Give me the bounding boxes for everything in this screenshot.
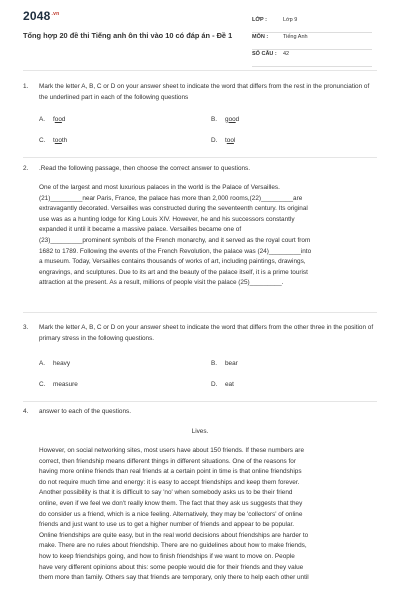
option-a[interactable] xyxy=(39,360,70,367)
passage-line: do not require much time and energy: it is easy to accept friendships and keep them forever. xyxy=(39,478,300,486)
option-b[interactable] xyxy=(211,360,238,367)
meta-row-class xyxy=(252,16,372,33)
option-d[interactable] xyxy=(211,137,235,144)
option-letter: B. xyxy=(211,360,218,367)
passage-line: (23)_________prominent symbols of the French monarchy, and it served as the royal court from xyxy=(39,236,311,244)
option-word: heavy xyxy=(53,360,71,367)
option-word: bear xyxy=(225,360,238,367)
option-d[interactable] xyxy=(211,381,234,388)
option-word-underlined: oo xyxy=(54,137,62,144)
passage-line: engravings, and sculptures. Due to its art and the beauty of the palace itself, it is a prime tourist xyxy=(39,268,308,276)
passage-line: correct, then friendship means different things in different situations. One of the reasons for xyxy=(39,457,296,465)
option-word-underlined: oo xyxy=(226,137,234,144)
option-word-post: th xyxy=(61,137,68,144)
meta-value: Tiếng Anh xyxy=(283,34,308,40)
passage-line: use was as a hunting lodge for King Louis XIV. However, he and his successors constantly xyxy=(39,215,295,223)
document-title: Tổng hợp 20 đề thi Tiếng anh ôn thi vào 10 có đáp án - Đề 1 xyxy=(23,31,233,40)
passage-line: have very different opinions about this: some people would die for their friends and they value xyxy=(39,563,304,571)
passage-line: Another possibility is that it is difficult to say 'no' when somebody asks us to be their friend xyxy=(39,489,293,497)
site-logo[interactable] xyxy=(23,9,59,23)
passage-line: how to keep friendships going, and how to finish friendships if we want to move on. People xyxy=(39,552,295,560)
document-meta xyxy=(252,16,372,67)
passage-line: extravagantly decorated. Versailles was constructed during the seventeenth century. Its original xyxy=(39,205,308,213)
option-word: measure xyxy=(53,381,78,388)
question-text: .Read the following passage, then choose the correct answer to questions. xyxy=(39,165,251,172)
document-header xyxy=(0,0,400,66)
option-letter: C. xyxy=(39,137,46,144)
passage-line: attraction at the present. As a result, millions of people visit the palace (25)_________. xyxy=(39,279,284,287)
option-word-pre: f xyxy=(53,116,55,123)
option-b[interactable] xyxy=(211,116,239,123)
meta-key: MÔN : xyxy=(252,34,269,40)
question-divider xyxy=(23,157,377,158)
passage-line: make. There are no rules about friendship. There are no guidelines about how to make friends, xyxy=(39,542,307,550)
logo-suffix: .vn xyxy=(51,11,60,17)
option-word-underlined: oo xyxy=(228,116,236,123)
option-a[interactable] xyxy=(39,116,65,123)
meta-key: SỐ CÂU : xyxy=(252,51,277,57)
option-letter: B. xyxy=(211,116,218,123)
option-letter: D. xyxy=(211,381,218,388)
meta-value: Lớp 9 xyxy=(283,17,298,23)
option-letter: A. xyxy=(39,116,46,123)
passage-line: having more online friends than real friends at a certain point in time is that online friendships xyxy=(39,468,302,476)
passage-line: online, even if we feel we don't really know them. The fact that they ask us suggests that they xyxy=(39,499,303,507)
option-letter: A. xyxy=(39,360,46,367)
passage-line: 1682 to 1789. Following the events of the French Revolution, the palace was (24)_________into xyxy=(39,247,312,255)
passage-line: (21)_________near Paris, France, the palace has more than 2,000 rooms,(22)_________are xyxy=(39,194,303,202)
passage-line: a museum. Today, Versailles contains thousands of works of art, including paintings, drawings, xyxy=(39,258,306,266)
option-word-pre: t xyxy=(225,137,227,144)
passage-line: them more than family. Others say that friends are temporary, only there to help each other until xyxy=(39,574,309,582)
meta-row-count xyxy=(252,50,372,67)
meta-value: 42 xyxy=(283,51,290,57)
passage-heading: Lives. xyxy=(191,428,209,435)
option-word-post: d xyxy=(235,116,240,123)
option-c[interactable] xyxy=(39,137,67,144)
option-word-post: l xyxy=(233,137,236,144)
passage-line: do consider us a friend, which is a nice feeling. Alternatively, they may be 'collectors' of online xyxy=(39,510,303,518)
passage-line: One of the largest and most luxurious palaces in the world is the Palace of Versailles. xyxy=(39,184,280,191)
meta-row-subject xyxy=(252,33,372,50)
question-divider xyxy=(23,312,377,313)
question-3 xyxy=(23,323,377,347)
option-letter: D. xyxy=(211,137,218,144)
option-c[interactable] xyxy=(39,381,78,388)
logo-number: 2048 xyxy=(23,9,51,23)
passage-versailles xyxy=(39,183,377,289)
option-word-pre: g xyxy=(225,116,229,123)
question-number: 2. xyxy=(23,165,29,172)
option-word-underlined: oo xyxy=(54,116,62,123)
passage-friendship xyxy=(39,446,377,584)
meta-key: LỚP : xyxy=(252,17,267,23)
question-4 xyxy=(23,407,377,419)
question-divider xyxy=(23,401,377,402)
question-2 xyxy=(23,164,377,176)
question-1 xyxy=(23,82,377,106)
passage-line: friends and just want to use us to get a higher number of friends and appear to be popular. xyxy=(39,521,295,529)
passage-line: expanded it until it became a massive palace. Versailles became one of xyxy=(39,226,242,234)
question-text: Mark the letter A, B, C or D on your answer sheet to indicate the word that differs from the other three in the position of primary stress in the following questions. xyxy=(39,324,374,342)
question-text: Mark the letter A, B, C or D on your answer sheet to indicate the word that differs from the rest in the pronunciation of the underlined part in each of the following questions xyxy=(39,83,370,101)
header-divider xyxy=(23,70,377,71)
question-number: 4. xyxy=(23,408,29,415)
question-text: answer to each of the questions. xyxy=(39,408,132,415)
option-letter: C. xyxy=(39,381,46,388)
question-number: 3. xyxy=(23,324,29,331)
passage-line: However, on social networking sites, most users have about 150 friends. If these numbers are xyxy=(39,447,304,454)
option-word-pre: t xyxy=(53,137,55,144)
option-word: eat xyxy=(225,381,234,388)
question-number: 1. xyxy=(23,83,29,90)
passage-line: Online friendships are quite easy, but in the real world decisions about friendships are harder to xyxy=(39,531,309,539)
option-word-post: d xyxy=(61,116,66,123)
